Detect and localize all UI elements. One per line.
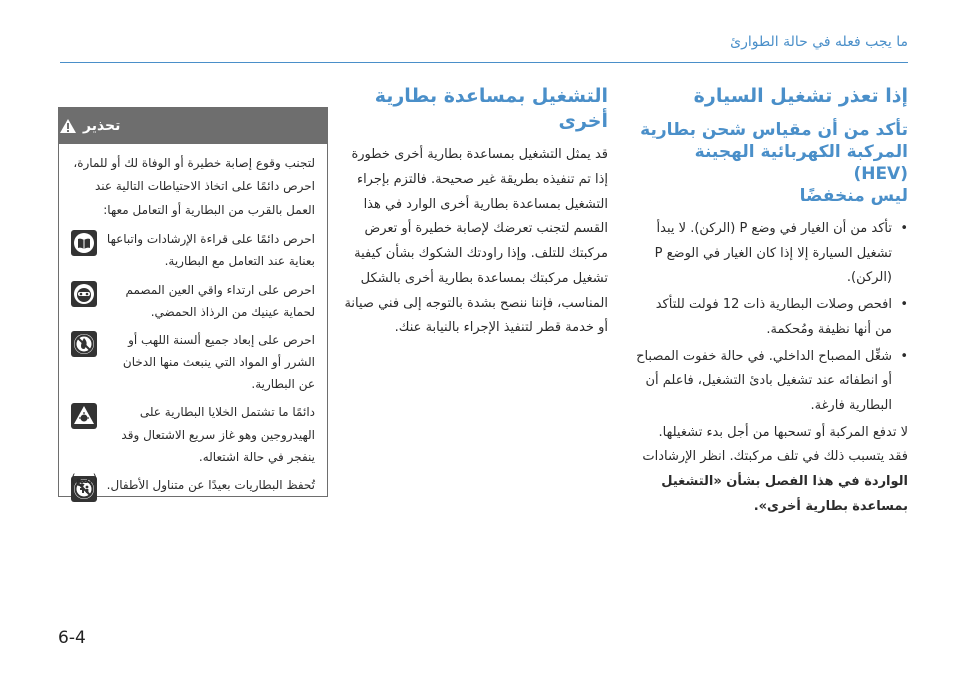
warning-box bbox=[58, 107, 328, 497]
warning-item bbox=[71, 329, 315, 396]
list-item-text: افحص وصلات البطارية ذات 12 فولت للتأكد من أنها نظيفة ومُحكمة. bbox=[655, 297, 892, 337]
body-paragraph: قد يمثل التشغيل بمساعدة بطارية أخرى خطورة إذا تم تنفيذه بطريقة غير صحيحة. فالتزم بإجراء التشغيل بمساعدة بطارية أخرى الوارد في هذا القسم لتجنب تعرضك لإصابة خطيرة أو تعرض مركبتك للتلف. وإذا راودتك الشكوك بشأن كيفية تشغيل مركبتك بمساعدة بطارية أخرى بالشكل المناسب، فإننا ننصح بشدة بالتوجه إلى فني صيانة أو خدمة قطر لتنفيذ الإجراء بالنيابة عنك. bbox=[344, 147, 608, 336]
list-item bbox=[636, 293, 908, 342]
warning-item bbox=[71, 279, 315, 323]
section-jump-starting bbox=[343, 80, 608, 341]
closing-text: لا تدفع المركبة أو تسحبها من أجل بدء تشغيلها. فقد يتسبب ذلك في تلف مركبتك. انظر الإرشادات bbox=[642, 424, 908, 465]
manual-book-icon bbox=[71, 230, 97, 256]
list-item bbox=[636, 345, 908, 419]
list-item-text: تأكد من أن الغيار في وضع P (الركن). لا يبدأ تشغيل السيارة إلا إذا كان الغيار في الوضع P (الركن). bbox=[654, 221, 892, 286]
warning-item-text: تُحفظ البطاريات بعيدًا عن متناول الأطفال. bbox=[106, 478, 315, 493]
warning-item bbox=[71, 401, 315, 468]
subheading-line: تأكد من أن مقياس شحن بطارية bbox=[640, 119, 908, 140]
warning-item bbox=[71, 474, 315, 502]
checklist bbox=[636, 217, 908, 419]
warning-item-text: احرص على إبعاد جميع ألسنة اللهب أو الشرر أو المواد التي ينبعث منها الدخان عن البطارية. bbox=[122, 332, 315, 392]
chapter-header-title: ما يجب فعله في حالة الطوارئ bbox=[730, 34, 908, 50]
bullet-icon: • bbox=[900, 221, 908, 237]
section-engine-wont-start bbox=[636, 80, 908, 519]
warning-header bbox=[59, 108, 327, 144]
warning-title: تحذير bbox=[83, 118, 121, 134]
page-number: 6-4 bbox=[58, 628, 86, 648]
eye-protection-icon bbox=[71, 281, 97, 307]
cross-reference-text-end: بطارية أخرى». bbox=[753, 498, 849, 514]
warning-item-text: احرص على ارتداء واقي العين المصمم لحماية عينيك من الرذاذ الحمضي. bbox=[125, 282, 315, 319]
section-heading: إذا تعذر تشغيل السيارة bbox=[693, 85, 908, 107]
warning-triangle-icon bbox=[59, 118, 77, 134]
warning-body bbox=[59, 144, 327, 502]
section-heading: التشغيل بمساعدة بطارية أخرى bbox=[374, 85, 608, 132]
bullet-icon: • bbox=[900, 348, 908, 364]
subheading-line: المركبة الكهربائية الهجينة (HEV) bbox=[694, 141, 908, 184]
warning-item-text: دائمًا ما تشتمل الخلايا البطارية على الهيدروجين وهو غاز سريع الاشتعال وقد ينفجر في حالة اشتعاله. bbox=[121, 405, 315, 464]
list-item-text: شغِّل المصباح الداخلي. في حالة خفوت المصباح أو انطفائه عند تشغيل بادئ التشغيل، فاعلم أن البطارية فارغة. bbox=[636, 348, 892, 413]
list-item bbox=[636, 217, 908, 291]
subheading-line: ليس منخفضًا bbox=[799, 185, 908, 206]
warning-intro: لتجنب وقوع إصابة خطيرة أو الوفاة لك أو للمارة، احرص دائمًا على اتخاذ الاحتياطات التالية عند العمل بالقرب من البطارية أو التعامل معها: bbox=[73, 156, 315, 217]
explosive-gas-icon bbox=[71, 403, 97, 429]
cross-reference-text: الواردة في هذا الفصل بشأن «التشغيل بمساعدة bbox=[661, 473, 908, 514]
warning-item-text: احرص دائمًا على قراءة الإرشادات واتباعها بعناية عند التعامل مع البطارية. bbox=[106, 232, 315, 269]
closing-paragraph bbox=[636, 421, 908, 520]
header-divider bbox=[60, 62, 908, 63]
warning-item bbox=[71, 228, 315, 272]
bullet-icon: • bbox=[900, 297, 908, 313]
no-flame-icon bbox=[71, 331, 97, 357]
continued-note: (يتبع) bbox=[71, 472, 98, 486]
subsection-heading bbox=[636, 119, 908, 207]
